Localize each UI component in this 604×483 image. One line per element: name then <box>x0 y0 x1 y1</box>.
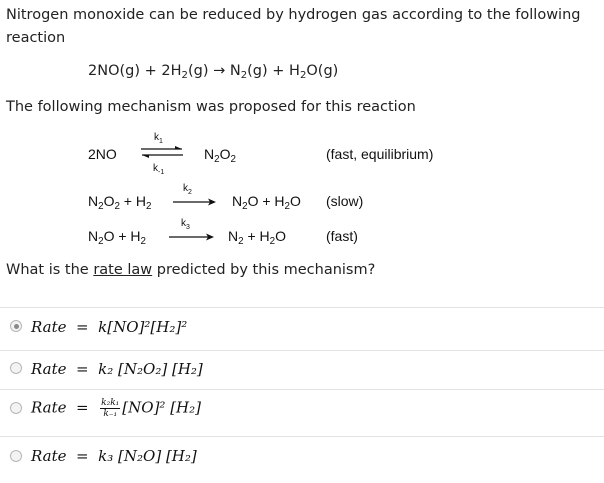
option-2[interactable] <box>0 351 604 389</box>
step1-product: $N_2O_2$ <box>204 146 236 165</box>
option-1[interactable] <box>0 308 604 350</box>
option-3[interactable] <box>0 390 604 436</box>
step3-reactants: $N_2O + H_2$ <box>88 228 146 247</box>
option-4[interactable] <box>0 437 604 477</box>
option-1-radio[interactable] <box>10 320 22 332</box>
option-4-equation: Rate = k₃ [N₂O] [H₂] <box>31 447 197 465</box>
step3-note: (fast) <box>326 228 358 244</box>
step2-arrow-icon <box>172 197 218 207</box>
option-4-radio[interactable] <box>10 450 22 462</box>
overall-reaction: $2NO(g) + 2H_2(g) \to N_2(g) + H_2O(g)$ <box>88 63 339 81</box>
step1-k-forward: $k_1$ <box>154 132 163 145</box>
step2-reactants: $N_2O_2 + H_2$ <box>88 193 152 212</box>
option-2-equation: Rate = k₂ [N₂O₂] [H₂] <box>31 360 203 378</box>
step3-products: $N_2 + H_2O$ <box>228 228 286 247</box>
rate-constant-fraction: $\frac{\text{k₂k₁}}{\text{k₋₁}}$ <box>101 398 120 419</box>
step2-products: $N_2O + H_2O$ <box>232 193 301 212</box>
question-intro: Nitrogen monoxide can be reduced by hydrogen gas according to the following reaction <box>6 7 581 46</box>
option-1-equation: Rate = k[NO]²[H₂]² <box>31 318 188 336</box>
step3-arrow-icon <box>168 232 216 242</box>
step1-note: (fast, equilibrium) <box>326 146 434 162</box>
equilibrium-arrow-icon <box>139 145 185 159</box>
mechanism-intro: The following mechanism was proposed for this reaction <box>6 99 416 115</box>
question-prompt: What is the rate law predicted by this mechanism? <box>6 262 376 278</box>
step1-k-reverse: $k_{-1}$ <box>153 163 165 176</box>
option-2-radio[interactable] <box>10 362 22 374</box>
step2-k: $k_2$ <box>183 183 192 196</box>
step1-reactant: 2NO <box>88 146 117 162</box>
rate-law-link[interactable]: rate law <box>93 262 153 278</box>
step2-note: (slow) <box>326 193 364 209</box>
option-3-equation: Rate = $\frac{\text{k₂k₁}}{\text{k₋₁}}$ [NO]² [H₂] <box>31 398 202 419</box>
option-3-radio[interactable] <box>10 402 22 414</box>
step3-k: $k_3$ <box>181 218 190 231</box>
